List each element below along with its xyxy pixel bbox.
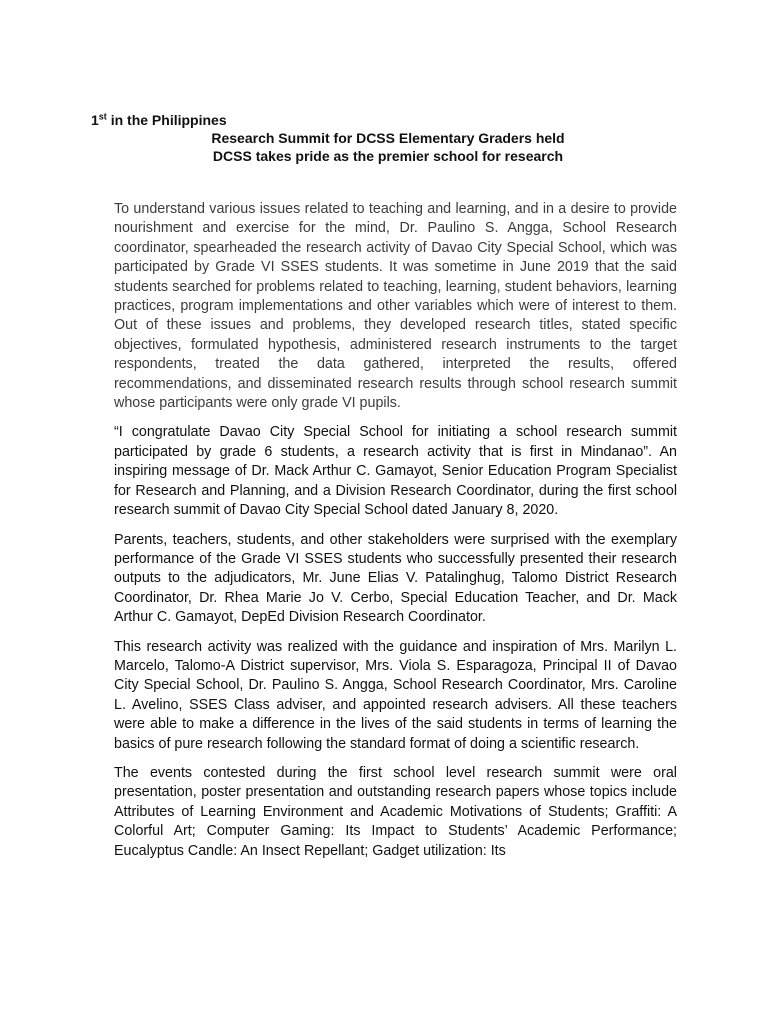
headline-primary: Research Summit for DCSS Elementary Graders held xyxy=(211,130,565,146)
kicker-line xyxy=(91,111,227,129)
paragraph-quote: “I congratulate Davao City Special School for initiating a school research summit participated by grade 6 students, a research activity that is first in Mindanao”. An inspiring message of Dr. Mack Arthur C. Gamayot, Senior Education Program Specialist for Research and Planning, and a Division Research Coordinator, during the first school research summit of Davao City Special School dated January 8, 2020. xyxy=(114,424,677,519)
paragraph-events: The events contested during the first school level research summit were oral presentation, poster presentation and outstanding research papers whose topics include Attributes of Learning Environment and Academic Motivations of Students; Graffiti: A Colorful Art; Computer Gaming: Its Impact to Students’ Academic Performance; Eucalyptus Candle: An Insect Repellant; Gadget utilization: Its xyxy=(114,764,677,859)
kicker-number: 1 xyxy=(91,112,99,128)
paragraph-guidance: This research activity was realized with the guidance and inspiration of Mrs. Marilyn L. Marcelo, Talomo-A District supervisor, Mrs. Viola S. Esparagoza, Principal II of Davao City Special School, Dr. Paulino S. Angga, School Research Coordinator, Mrs. Caroline L. Avelino, SSES Class adviser, and appointed research advisers. All these teachers were able to make a difference in the lives of the said students in terms of learning the basics of pure research following the standard format of doing a scientific research. xyxy=(114,638,677,752)
kicker-ordinal-suffix: st xyxy=(98,111,107,122)
article-body xyxy=(114,200,677,871)
headline-secondary: DCSS takes pride as the premier school for research xyxy=(212,148,564,164)
kicker-text: in the Philippines xyxy=(106,112,227,128)
paragraph-adjudicators: Parents, teachers, students, and other stakeholders were surprised with the exemplary performance of the Grade VI SSES students who successfully presented their research outputs to the adjudicators, Mr. June Elias V. Patalinghug, Talomo District Research Coordinator, Dr. Rhea Marie Jo V. Cerbo, Special Education Teacher, and Dr. Mack Arthur C. Gamayot, DepEd Division Research Coordinator. xyxy=(114,531,677,626)
paragraph-intro: To understand various issues related to teaching and learning, and in a desire to provide nourishment and exercise for the mind, Dr. Paulino S. Angga, School Research coordinator, spearheaded the research activity of Davao City Special School, which was participated by Grade VI SSES students. It was sometime in June 2019 that the said students searched for problems related to teaching, learning, student behaviors, learning practices, program implementations and other variables which were of interest to them. Out of these issues and problems, they developed research titles, stated specific objectives, formulated hypothesis, administered research instruments to the target respondents, treated the data gathered, interpreted the results, offered recommendations, and disseminated research results through school research summit whose participants were only grade VI pupils. xyxy=(114,201,677,412)
